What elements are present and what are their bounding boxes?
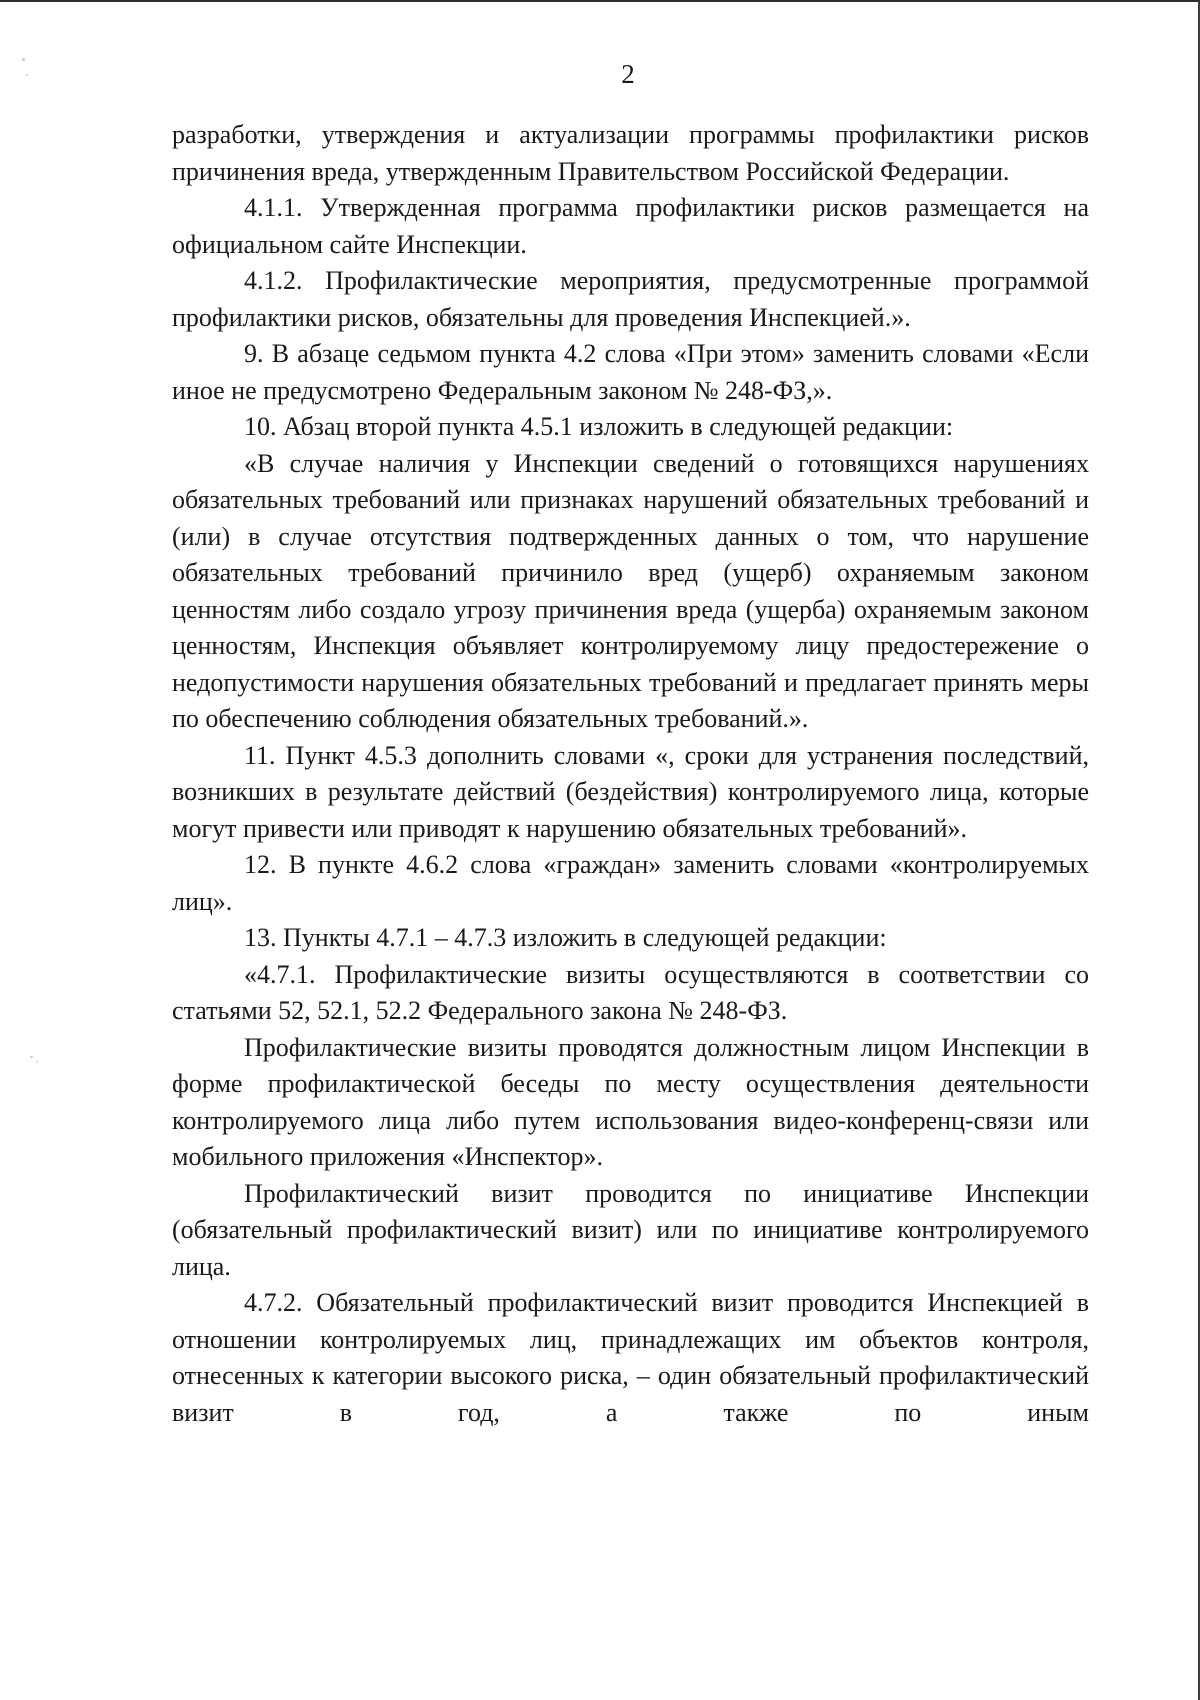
- document-body: [172, 117, 1089, 1431]
- page-number: 2: [621, 59, 635, 89]
- paragraph-visits-conducted: Профилактические визиты проводятся должностным лицом Инспекции в форме профилактической беседы по месту осуществления деятельности контролируемого лица либо путем использования видео-конференц-связи или мобильного приложения «Инспектор».: [172, 1032, 1089, 1171]
- paragraph-item-11: 11. Пункт 4.5.3 дополнить словами «, сроки для устранения последствий, возникших в результате действий (бездействия) контролируемого лица, которые могут привести или приводят к нарушению обязательных требований».: [172, 740, 1089, 843]
- paragraph-4-1-1: 4.1.1. Утвержденная программа профилактики рисков размещается на официальном сайте Инспекции.: [172, 193, 1089, 259]
- paragraph-1: разработки, утверждения и актуализации программы профилактики рисков причинения вреда, утвержденным Правительством Российской Федерации.: [172, 120, 1089, 186]
- scan-speck: [36, 1061, 38, 1063]
- paragraph-quote-4-5-1: «В случае наличия у Инспекции сведений о готовящихся нарушениях обязательных требований или признаках нарушений обязательных требований и (или) в случае отсутствия подтвержденных данных о том, что нарушение обязательных требований причинило вред (ущерб) охраняемым законом ценностям либо создало угрозу причинения вреда (ущерба) охраняемым законом ценностям, Инспекция объявляет контролируемому лицу предостережение о недопустимости нарушения обязательных требований и предлагает принять меры по обеспечению соблюдения обязательных требований.».: [172, 448, 1089, 733]
- paragraph-item-13: 13. Пункты 4.7.1 – 4.7.3 изложить в следующей редакции:: [244, 923, 887, 952]
- paragraph-item-9: 9. В абзаце седьмом пункта 4.2 слова «При этом» заменить словами «Если иное не предусмотрено Федеральным законом № 248-ФЗ,».: [172, 339, 1089, 405]
- paragraph-4-7-1: «4.7.1. Профилактические визиты осуществляются в соответствии со статьями 52, 52.1, 52.2 Федерального закона № 248-ФЗ.: [172, 959, 1089, 1025]
- scan-speck: [26, 74, 28, 76]
- scan-speck: [30, 1056, 33, 1058]
- scan-speck: [22, 58, 25, 61]
- paragraph-visit-initiative: Профилактический визит проводится по инициативе Инспекции (обязательный профилактический визит) или по инициативе контролируемого лица.: [172, 1178, 1089, 1281]
- paragraph-item-10: 10. Абзац второй пункта 4.5.1 изложить в следующей редакции:: [244, 412, 954, 441]
- paragraph-item-12: 12. В пункте 4.6.2 слова «граждан» заменить словами «контролируемых лиц».: [172, 850, 1089, 916]
- paragraph-4-7-2: 4.7.2. Обязательный профилактический визит проводится Инспекцией в отношении контролируемых лиц, принадлежащих им объектов контроля, отнесенных к категории высокого риска, – один обязательный профилактический визит в год, а также по иным: [172, 1288, 1089, 1427]
- paragraph-4-1-2: 4.1.2. Профилактические мероприятия, предусмотренные программой профилактики рисков, обязательны для проведения Инспекцией.».: [172, 266, 1089, 332]
